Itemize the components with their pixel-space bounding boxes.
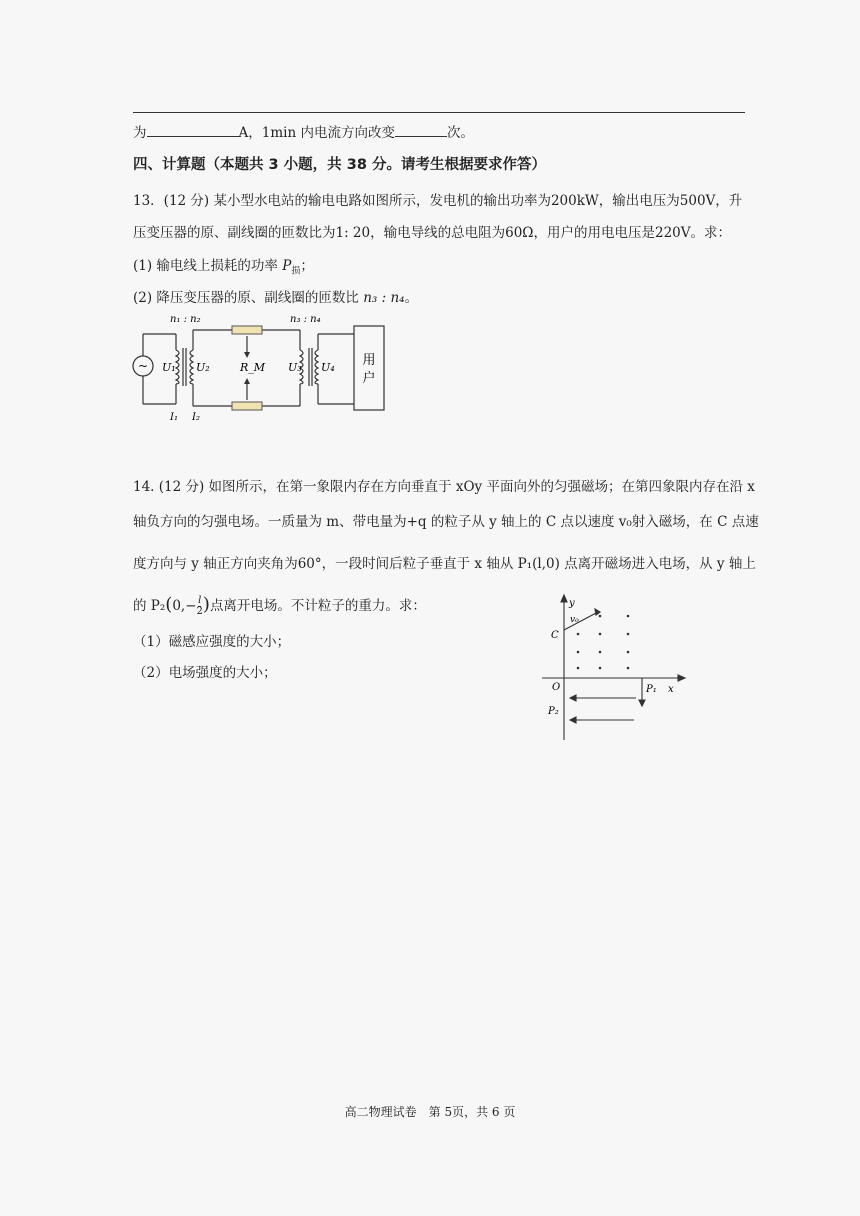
page-footer: 高二物理试卷 第 5页，共 6 页 <box>344 1105 516 1119</box>
label-user-top: 用 <box>362 353 376 368</box>
down-arrow-icon <box>244 352 250 358</box>
answer-blank-1[interactable] <box>147 124 239 137</box>
q14-sub-2: （2）电场强度的大小； <box>133 665 277 681</box>
y-axis-arrow-icon <box>561 595 567 602</box>
line-resistor-bottom <box>232 402 262 410</box>
label-y: y <box>569 598 575 609</box>
field-coordinate-diagram <box>538 592 690 742</box>
power-loss-symbol: P <box>282 258 292 274</box>
label-RM: R_M <box>240 361 266 374</box>
label-U3: U₃ <box>288 361 302 374</box>
q14-line-4-suffix: 点离开电场。不计粒子的重力。求： <box>209 598 426 614</box>
q14-sub-1: （1）磁感应强度的大小； <box>133 634 291 650</box>
ac-source-symbol: ~ <box>137 359 149 373</box>
label-user-bottom: 户 <box>362 371 376 386</box>
q13-sub-1-text: (1) 输电线上损耗的功率 <box>133 258 278 274</box>
point-p2-coords: 0,− <box>172 598 197 614</box>
user-load-box <box>354 326 384 410</box>
fill-in-prefix: 为 <box>133 125 147 141</box>
q13-sub-1 <box>133 256 314 282</box>
label-P2: P₂ <box>548 706 559 717</box>
q13-sub-2-text: (2) 降压变压器的原、副线圈的匝数比 <box>133 290 359 306</box>
label-P1: P₁ <box>646 684 657 695</box>
q14-line-3: 度方向与 y 轴正方向夹角为60°，一段时间后粒子垂直于 x 轴从 P₁(l,0) 点离开磁场进入电场，从 y 轴上 <box>133 556 756 572</box>
fill-in-line <box>133 123 474 143</box>
header-rule <box>133 112 745 113</box>
label-n1n2: n₁ : n₂ <box>170 314 201 325</box>
p1-down-arrow-icon <box>639 700 645 706</box>
label-U1: U₁ <box>162 361 176 374</box>
answer-blank-2[interactable] <box>395 124 447 137</box>
label-U2: U₂ <box>196 361 210 374</box>
velocity-arrow-icon <box>595 609 600 615</box>
fill-in-mid: A，1min 内电流方向改变 <box>238 125 395 141</box>
x-axis-arrow-icon <box>678 675 685 681</box>
turns-ratio-symbol: n₃ : n₄ <box>363 290 405 306</box>
step-down-secondary-coil <box>315 350 318 384</box>
q14-line-2: 轴负方向的匀强电场。一质量为 m、带电量为+q 的粒子从 y 轴上的 C 点以速度 v₀射入磁场，在 C 点速 <box>133 514 759 530</box>
q13-sub-2-end: 。 <box>404 290 419 306</box>
e-field-arrow-1-icon <box>570 695 576 701</box>
label-O: O <box>552 682 561 693</box>
fraction-l-over-2: $\frac{l}{2}$ <box>196 595 203 617</box>
step-up-primary-coil <box>176 350 179 384</box>
label-x: x <box>668 684 674 695</box>
q13-line-1: 13．(12 分) 某小型水电站的输电电路如图所示，发电机的输出功率为200kW，输出电压为500V，升 <box>133 193 743 209</box>
e-field-arrow-2-icon <box>570 717 576 723</box>
up-arrow-icon <box>244 378 250 384</box>
b-field-dots <box>577 615 630 670</box>
q14-line-1: 14. (12 分) 如图所示，在第一象限内存在方向垂直于 xOy 平面向外的匀强磁场；在第四象限内存在沿 x <box>133 479 755 495</box>
label-C: C <box>551 630 559 641</box>
q14-line-4: 的 P₂(0,− $\frac{l}{2}$ )点离开电场。不计粒子的重力。求： <box>133 594 426 617</box>
q13-sub-2 <box>133 288 418 308</box>
section-heading: 四、计算题（本题共 3 小题，共 38 分。请考生根据要求作答） <box>133 157 546 173</box>
transmission-circuit-diagram <box>128 308 398 428</box>
label-I2: I₂ <box>192 412 200 423</box>
label-n3n4: n₃ : n₄ <box>290 314 321 325</box>
fill-in-suffix: 次。 <box>446 125 474 141</box>
power-loss-subscript: 损 <box>291 266 301 277</box>
label-U4: U₄ <box>321 361 335 374</box>
q13-line-2: 压变压器的原、副线圈的匝数比为1: 20，输电导线的总电阻为60Ω，用户的用电电压是220V。求： <box>133 225 731 241</box>
label-I1: I₁ <box>170 412 178 423</box>
q14-line-4-prefix: 的 P₂ <box>133 598 166 614</box>
label-v0: v₀ <box>570 615 579 625</box>
line-resistor-top <box>232 326 262 334</box>
q13-sub-1-end: ； <box>300 258 314 274</box>
step-up-secondary-coil <box>190 350 193 384</box>
